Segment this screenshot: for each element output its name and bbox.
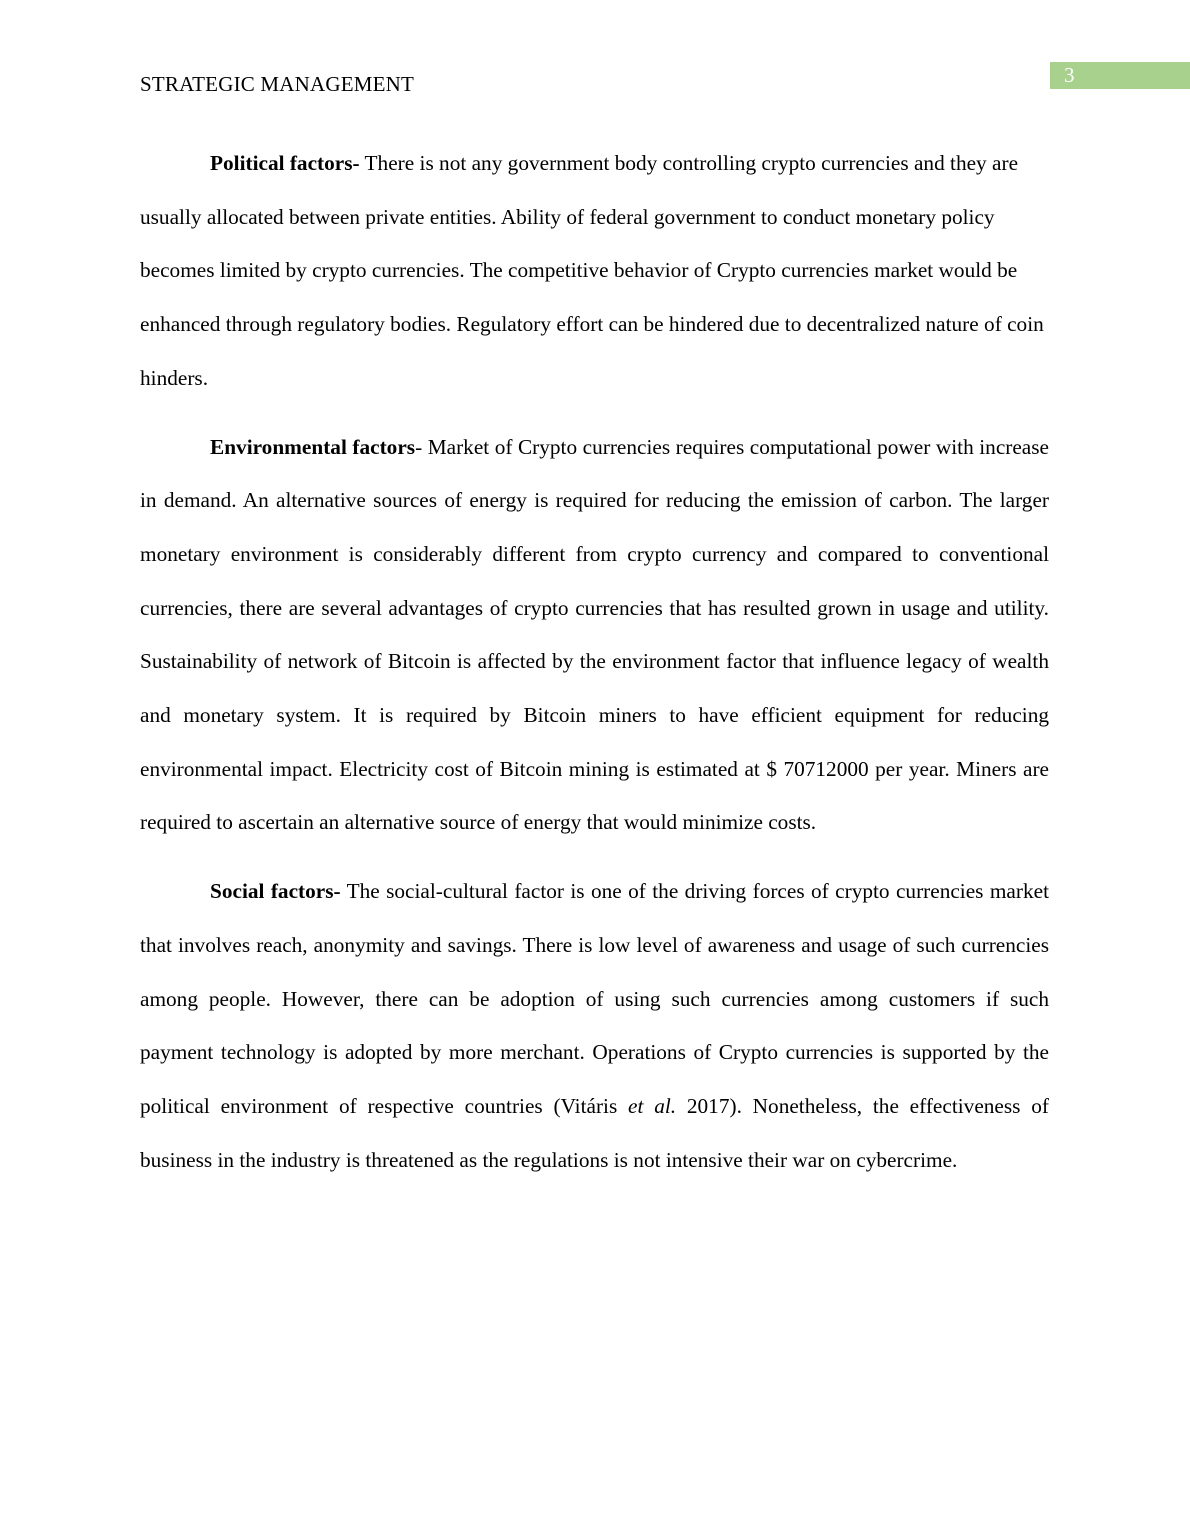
page-number-badge [1050, 62, 1190, 89]
paragraph-heading: Environmental factors [210, 434, 416, 459]
paragraph-text: There is not any government body controlling crypto currencies and they are usually allocated between private entities. Ability of federal government to conduct monetary policy becomes limited by crypto currencies. The competitive behavior of Crypto currencies market would be enhanced through regulatory bodies. Regulatory effort can be hindered due to decentralized nature of coin hinders. [140, 151, 1044, 390]
paragraph-environmental-factors [140, 421, 1049, 851]
paragraph-text: - Market of Crypto currencies requires computational power with increase in demand. An alternative sources of energy is required for reducing the emission of carbon. The larger monetary environment is considerably different from crypto currency and compared to conventional currencies, there are several advantages of crypto currencies that has resulted grown in usage and utility. Sustainability of network of Bitcoin is affected by the environment factor that influence legacy of wealth and monetary system. It is required by Bitcoin miners to have efficient equipment for reducing environmental impact. Electricity cost of Bitcoin mining is estimated at $ 70712000 per year. Miners are required to ascertain an alternative source of energy that would minimize costs. [140, 434, 1050, 835]
paragraph-heading: Social factors- [210, 879, 341, 904]
paragraph-heading: Political factors- [210, 151, 360, 175]
paragraph-text: The social-cultural factor is one of the driving forces of crypto currencies market that involves reach, anonymity and savings. There is low level of awareness and usage of such currencies among people. However, there can be adoption of using such currencies among customers if such payment technology is adopted by more merchant. Operations of Crypto currencies is supported by the political environment of respective countries (Vitáris [140, 879, 1049, 1118]
document-body [140, 137, 1049, 1187]
paragraph-social-factors [140, 865, 1049, 1187]
running-header-title: STRATEGIC MANAGEMENT [140, 72, 415, 96]
paragraph-political-factors [140, 137, 1049, 406]
paragraph-text-continued: 2017). Nonetheless, the effectiveness of business in the industry is threatened as the regulations is not intensive their war on cybercrime. [140, 1093, 1049, 1172]
page-number: 3 [1064, 63, 1075, 87]
citation-et-al: et al. [628, 1093, 677, 1118]
